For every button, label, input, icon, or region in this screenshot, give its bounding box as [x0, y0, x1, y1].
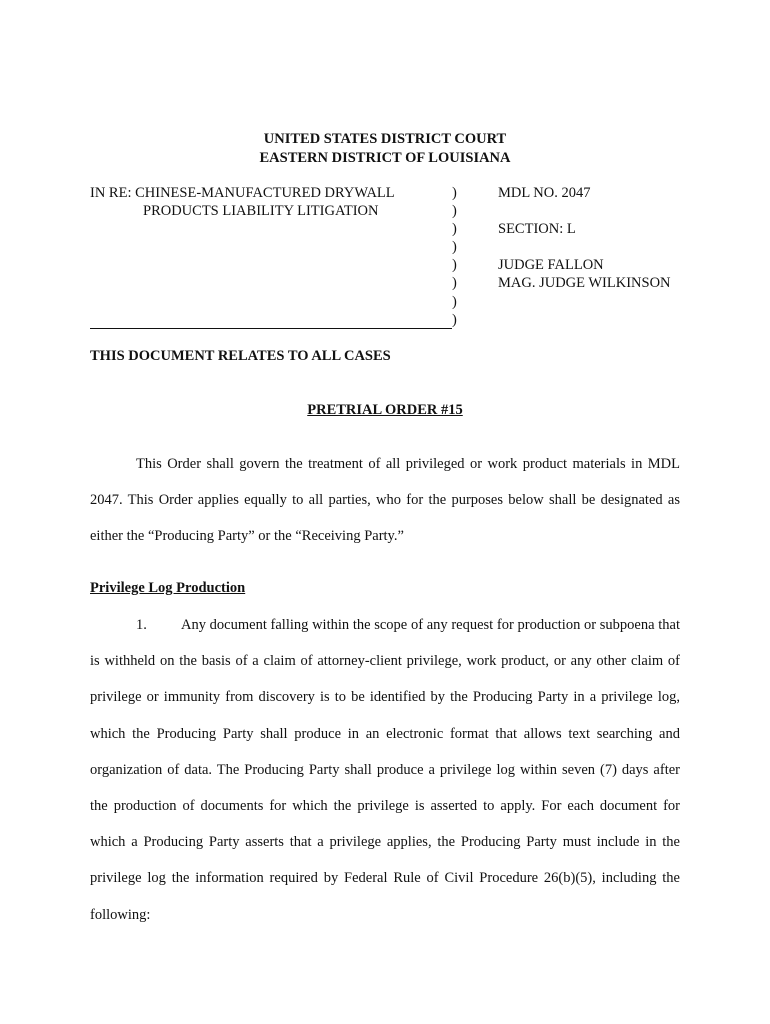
- section: SECTION: L: [498, 221, 576, 238]
- case-caption: [90, 184, 690, 332]
- text-line: 2047. This Order applies equally to all parties, who for the purposes below shall be designated as: [90, 492, 680, 509]
- court-header: [0, 130, 770, 168]
- paren: ): [452, 203, 457, 220]
- relates-to-line: THIS DOCUMENT RELATES TO ALL CASES: [90, 348, 391, 364]
- paragraph-number: 1.: [136, 617, 147, 633]
- magistrate-judge: MAG. JUDGE WILKINSON: [498, 275, 671, 292]
- in-re-line-2: PRODUCTS LIABILITY LITIGATION: [143, 203, 379, 220]
- order-title: PRETRIAL ORDER #15: [307, 402, 463, 418]
- paren: ): [452, 257, 457, 274]
- paren: ): [452, 185, 457, 201]
- text-line: This Order shall govern the treatment of all privileged or work product materials in MDL: [136, 456, 680, 472]
- paragraph-1: [90, 607, 680, 933]
- caption-case-info: [498, 184, 698, 293]
- text-line: organization of data. The Producing Party shall produce a privilege log within seven (7) days after: [90, 761, 680, 778]
- intro-paragraph: [90, 446, 680, 555]
- in-re-line-1: IN RE: CHINESE-MANUFACTURED DRYWALL: [90, 185, 395, 201]
- caption-parentheses: [452, 184, 462, 329]
- caption-underline: [90, 328, 452, 329]
- paren: ): [452, 275, 457, 292]
- text-line: 1. Any document falling within the scope of any request for production or subpoena that: [90, 607, 680, 643]
- mdl-number: MDL NO. 2047: [498, 185, 591, 201]
- judge: JUDGE FALLON: [498, 257, 604, 274]
- text-line: which the Producing Party shall produce in an electronic format that allows text searching and: [90, 725, 680, 742]
- paren: ): [452, 239, 457, 256]
- section-heading: Privilege Log Production: [90, 580, 246, 596]
- paren: ): [452, 293, 457, 310]
- text-line: which a Producing Party asserts that a privilege applies, the Producing Party must include in the: [90, 834, 680, 851]
- text-line: the production of documents for which the privilege is asserted to apply. For each document for: [90, 798, 680, 815]
- text-line: privilege log the information required by Federal Rule of Civil Procedure 26(b)(5), including the: [90, 870, 680, 887]
- text-line: following:: [90, 906, 151, 923]
- text-line: either the “Producing Party” or the “Receiving Party.”: [90, 528, 404, 545]
- text-line: is withheld on the basis of a claim of attorney-client privilege, work product, or any other claim of: [90, 653, 680, 670]
- court-name: UNITED STATES DISTRICT COURT: [263, 131, 507, 147]
- court-district: EASTERN DISTRICT OF LOUISIANA: [259, 150, 511, 166]
- paren: ): [452, 311, 457, 328]
- text-line: privilege or immunity from discovery is to be identified by the Producing Party in a privilege log,: [90, 689, 680, 706]
- caption-in-re: [90, 184, 450, 220]
- paren: ): [452, 221, 457, 238]
